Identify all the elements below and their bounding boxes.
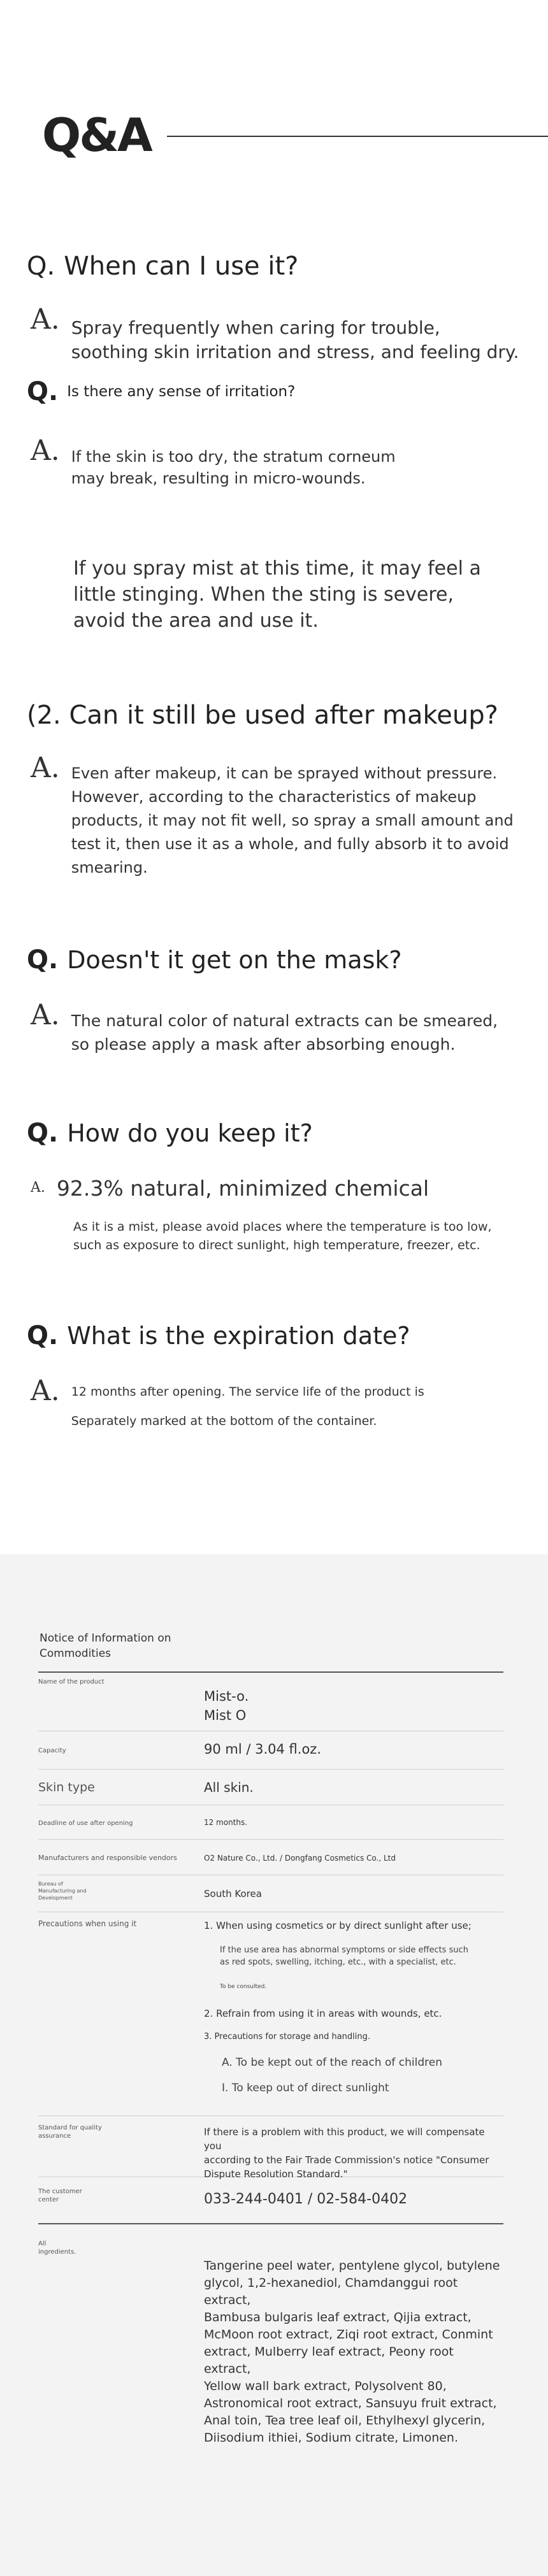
answer-line: As it is a mist, please avoid places where the temperature is too low,: [73, 1220, 492, 1234]
answer-line: 92.3% natural, minimized chemical: [56, 1176, 429, 1201]
answer-5: [31, 1176, 429, 1201]
info-value: If there is a problem with this product, we will compensate you according to the Fair Trade Commission's notice "Consumer Dispute Resolution Standard.": [204, 2126, 489, 2180]
q-mark: Q.: [27, 1119, 59, 1148]
answer-2: [31, 434, 396, 489]
product-info-section: [0, 1554, 548, 2576]
answer-line: The natural color of natural extracts can be smeared,: [71, 1012, 498, 1030]
answer-2-extra: [73, 555, 481, 634]
info-label: Standard for quality assurance: [38, 2124, 102, 2140]
info-label: All ingredients.: [38, 2240, 76, 2256]
question-4: [27, 945, 402, 975]
question-5: [27, 1119, 313, 1148]
answer-6: [31, 1377, 424, 1436]
question-text: What is the expiration date?: [67, 1322, 410, 1350]
answer-1: [31, 303, 519, 364]
info-row-ingredients: [38, 2224, 503, 2445]
info-label: Precautions when using it: [38, 1919, 137, 1928]
answer-line: products, it may not fit well, so spray a small amount and: [71, 812, 514, 829]
precaution-item: 2. Refrain from using it in areas with wounds, etc.: [204, 2008, 442, 2019]
q-mark: Q.: [27, 252, 55, 281]
info-label: Deadline of use after opening: [38, 1820, 133, 1827]
answer-line: If you spray mist at this time, it may feel a: [73, 557, 481, 580]
q-mark: Q.: [27, 377, 59, 406]
info-row-capacity: [38, 1731, 503, 1770]
a-mark: A.: [31, 434, 60, 467]
question-6: [27, 1321, 410, 1350]
precaution-subitem: A. To be kept out of the reach of children: [222, 2056, 443, 2069]
a-mark: A.: [31, 1180, 45, 1196]
question-text: Is there any sense of irritation?: [67, 383, 296, 400]
answer-line: soothing skin irritation and stress, and feeling dry.: [71, 341, 519, 362]
question-text: Doesn't it get on the mask?: [67, 946, 402, 974]
precaution-item: 3. Precautions for storage and handling.: [204, 2032, 371, 2042]
question-2: [27, 377, 295, 406]
answer-4: [31, 1001, 498, 1056]
title-divider: [167, 136, 548, 137]
answer-line: However, according to the characteristics of makeup: [71, 788, 477, 806]
q-mark: Q.: [27, 1321, 59, 1350]
answer-line: may break, resulting in micro-wounds.: [71, 469, 366, 487]
answer-line: so please apply a mask after absorbing enough.: [71, 1035, 456, 1054]
question-text: How do you keep it?: [67, 1119, 313, 1147]
info-row-customer-center: [38, 2177, 503, 2224]
answer-line: If the skin is too dry, the stratum corneum: [71, 448, 396, 466]
a-mark: A.: [31, 303, 60, 336]
info-value: O2 Nature Co., Ltd. / Dongfang Cosmetics Co., Ltd: [204, 1854, 396, 1863]
info-row-manufacturer: [38, 1840, 503, 1875]
info-label: Manufacturers and responsible vendors: [38, 1854, 177, 1862]
answer-line: Spray frequently when caring for trouble,: [71, 317, 440, 338]
answer-3: [31, 754, 514, 880]
ingredients-list: Tangerine peel water, pentylene glycol, butylene glycol, 1,2-hexanediol, Chamdanggui root extract, Bambusa bulgaris leaf extract, Qijia extract, McMoon root extract, Ziqi root extract, Conmint extract, Mulberry leaf extract, Peony root extract, Yellow wall bark extract, Polysolvent 80, Astronomical root extract, Sansuyu fruit extract, Anal toin, Tea tree leaf oil, Ethylhexyl glycerin, Diisodium ithiei, Sodium citrate, Limonen.: [204, 2259, 500, 2445]
customer-phone: 033-244-0401 / 02-584-0402: [204, 2191, 408, 2207]
page-title: Q&A: [42, 108, 151, 162]
info-label: The customer center: [38, 2188, 82, 2203]
qa-header: [0, 0, 548, 191]
a-mark: A.: [31, 752, 60, 784]
info-value: All skin.: [204, 1780, 254, 1795]
precaution-subitem: I. To keep out of direct sunlight: [222, 2082, 389, 2094]
q-mark: (: [27, 701, 37, 730]
info-label: Capacity: [38, 1747, 66, 1754]
question-3: [27, 701, 498, 730]
info-row-name: [38, 1673, 503, 1731]
info-row-skin-type: [38, 1770, 503, 1805]
info-row-precautions: [38, 1912, 503, 2116]
answer-line: Even after makeup, it can be sprayed without pressure.: [71, 764, 498, 782]
answer-line: 12 months after opening. The service life of the product is: [71, 1385, 424, 1399]
a-mark: A.: [31, 1375, 60, 1407]
precaution-note: To be consulted.: [220, 1984, 267, 1990]
question-text: When can I use it?: [64, 252, 299, 281]
q-mark: Q.: [27, 945, 59, 975]
answer-line: smearing.: [71, 859, 148, 877]
a-mark: A.: [31, 999, 60, 1031]
answer-line: Separately marked at the bottom of the container.: [71, 1414, 377, 1428]
answer-5-extra: [73, 1218, 492, 1255]
precaution-detail: If the use area has abnormal symptoms or side effects such as red spots, swelling, itching, etc., with a specialist, etc.: [220, 1945, 468, 1967]
answer-line: little stinging. When the sting is severe,: [73, 583, 454, 606]
answer-line: avoid the area and use it.: [73, 610, 319, 632]
info-value: Mist-o. Mist O: [204, 1689, 249, 1723]
info-label: Skin type: [38, 1780, 95, 1794]
answer-line: test it, then use it as a whole, and fully absorb it to avoid: [71, 835, 509, 853]
question-text: 2. Can it still be used after makeup?: [36, 701, 498, 730]
info-value: 12 months.: [204, 1818, 248, 1827]
info-label: Bureau of Manufacturing and Development: [38, 1881, 87, 1901]
question-1: [27, 252, 298, 281]
info-row-quality: [38, 2116, 503, 2180]
info-row-origin: [38, 1875, 503, 1912]
info-label: Name of the product: [38, 1678, 105, 1685]
info-title: Notice of Information on Commodities: [40, 1632, 171, 1660]
info-value: South Korea: [204, 1888, 262, 1900]
info-value: 1. When using cosmetics or by direct sunlight after use;: [204, 1920, 472, 1931]
info-value: 90 ml / 3.04 fl.oz.: [204, 1742, 321, 1757]
answer-line: such as exposure to direct sunlight, high temperature, freezer, etc.: [73, 1238, 480, 1252]
info-row-deadline: [38, 1805, 503, 1840]
